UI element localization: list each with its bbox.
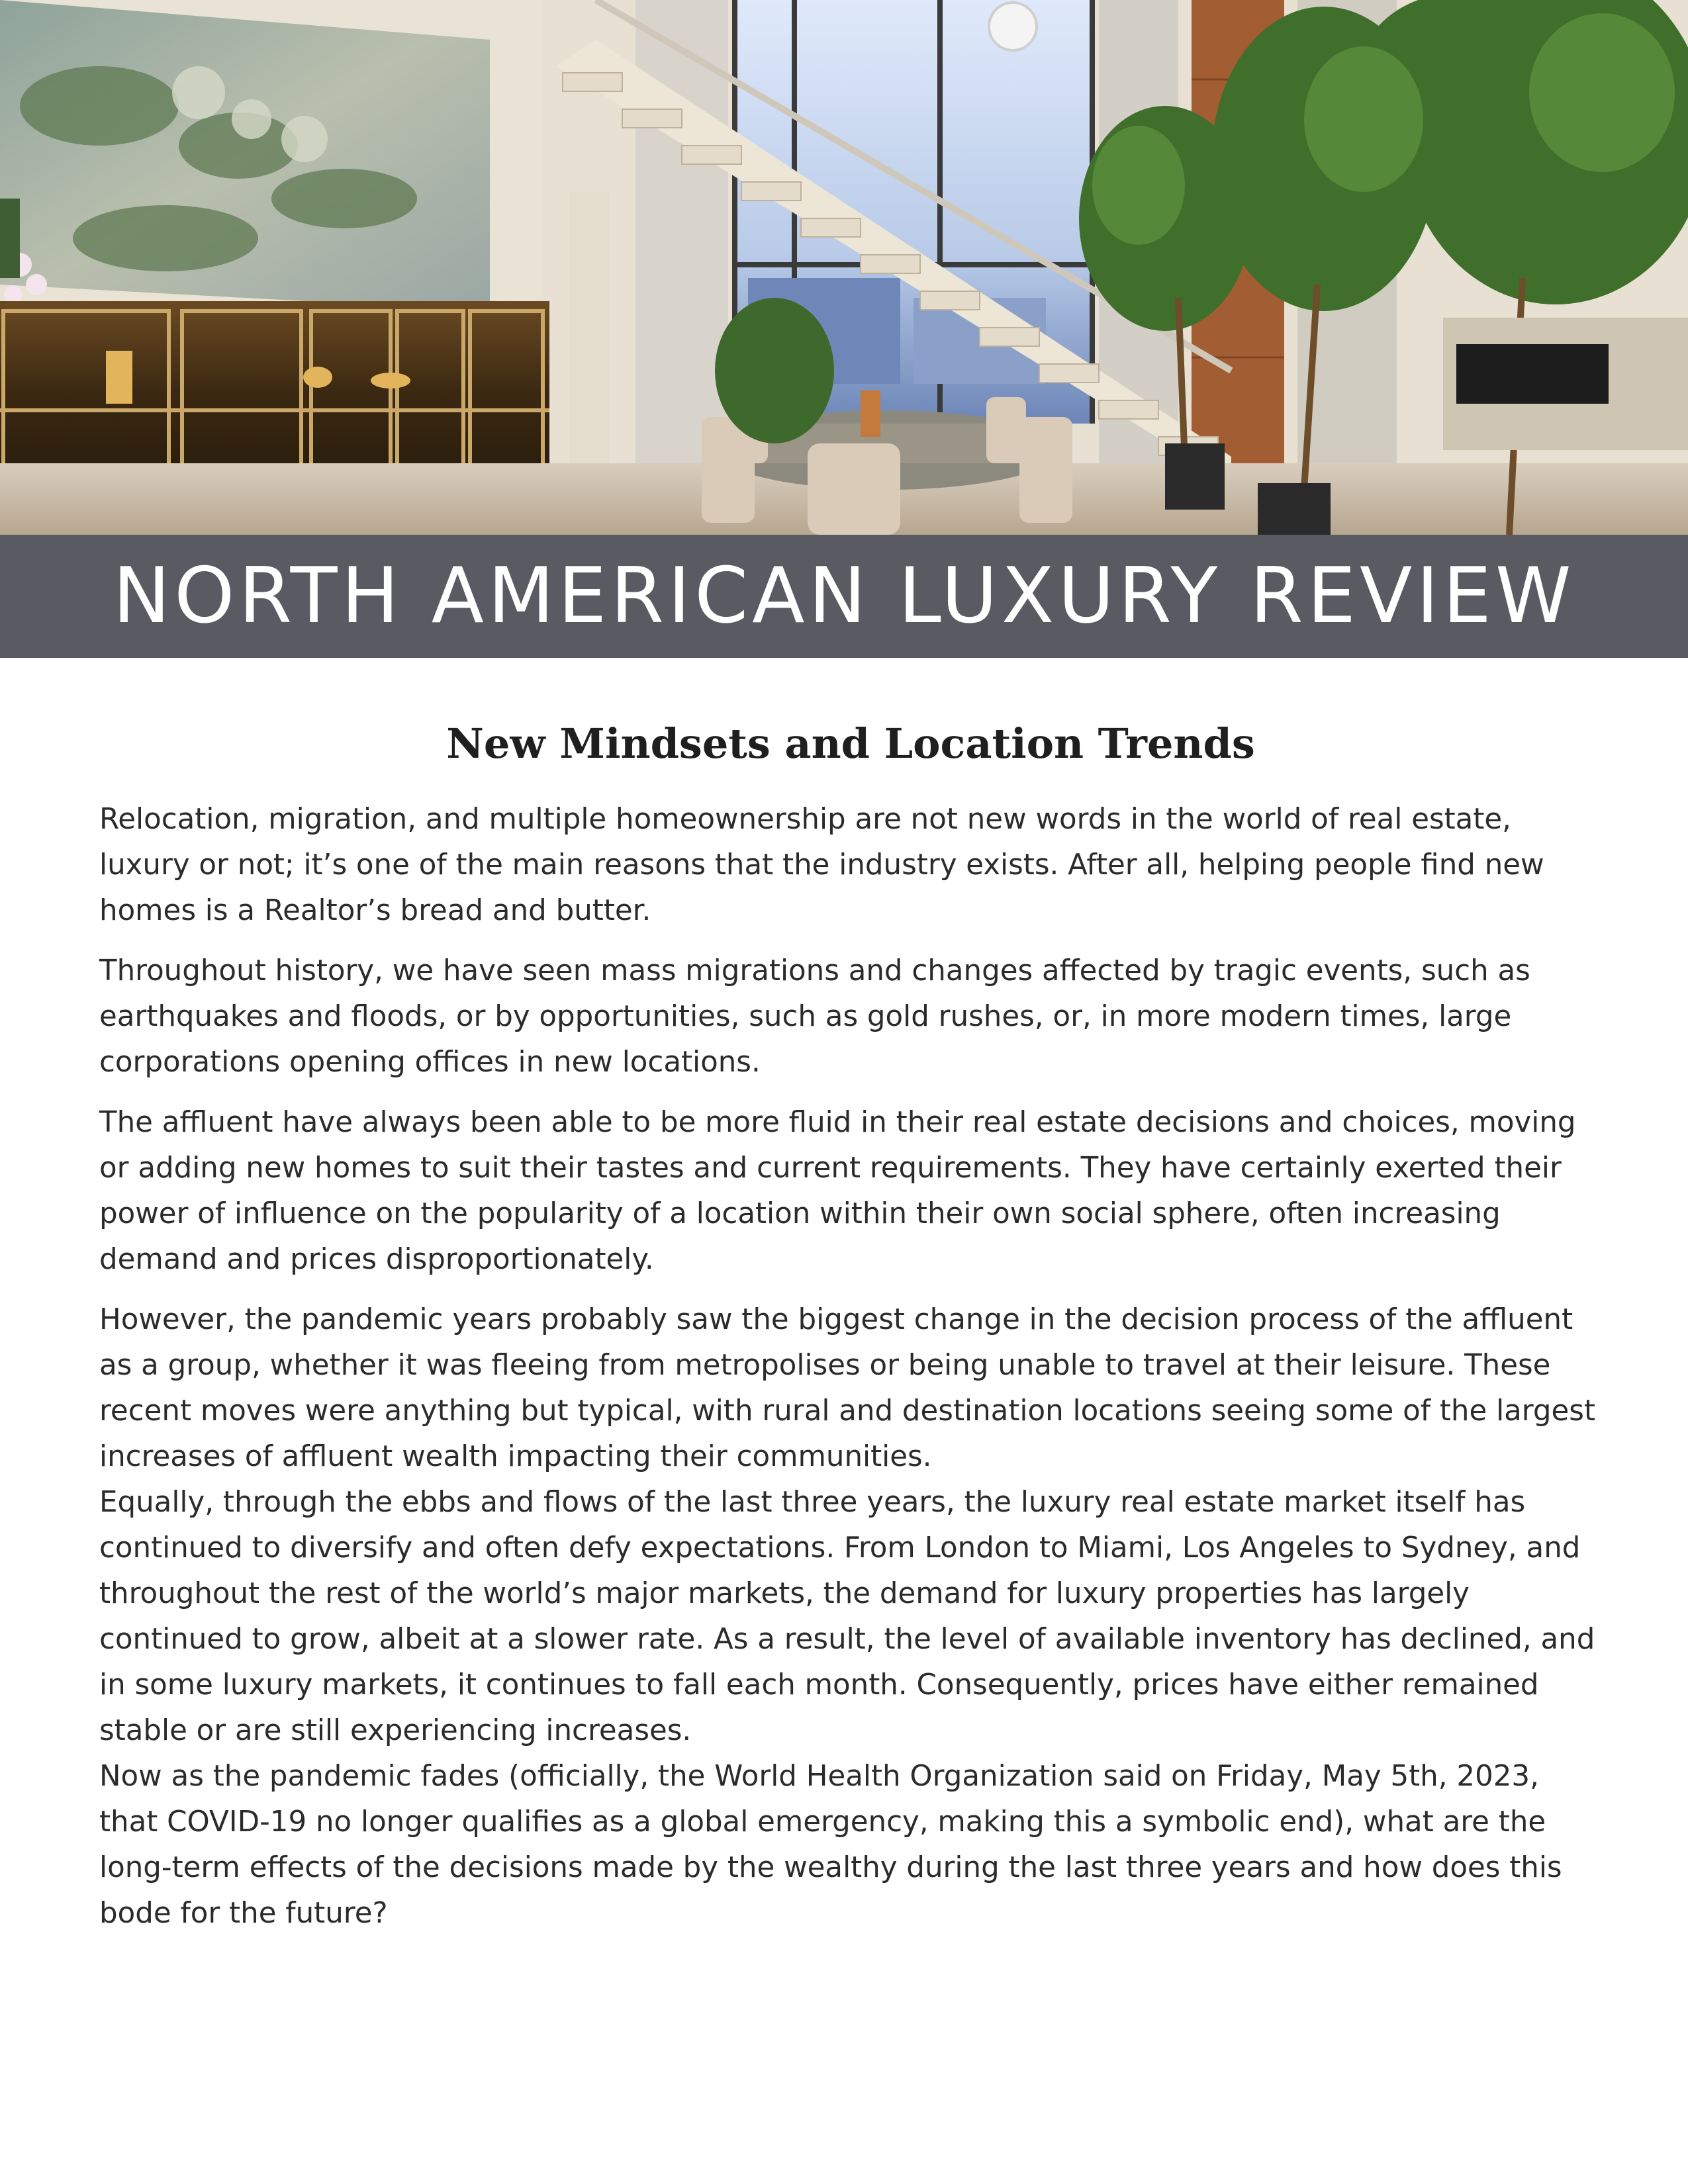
article-paragraph: Equally, through the ebbs and flows of the last three years, the luxury real estate market itself has continued to diversify and often defy expectations. From London to Miami, Los Angeles to Sydney, and throughout the rest of the world’s major markets, the demand for luxury properties has largely continued to grow, albeit at a slower rate. As a result, the level of available inventory has declined, and in some luxury markets, it continues to fall each month. Consequently, prices have either remained stable or are still experiencing increases.	[99, 1486, 1595, 1747]
article-heading: New Mindsets and Location Trends	[446, 719, 1255, 768]
luxury-interior-illustration	[0, 0, 1688, 535]
title-banner	[0, 535, 1688, 658]
hero-photo	[0, 0, 1688, 535]
article-paragraph: Throughout history, we have seen mass migrations and changes affected by tragic events, such as earthquakes and floods, or by opportunities, such as gold rushes, or, in more modern times, large corporations opening offices in new locations.	[99, 954, 1530, 1079]
article-paragraph: However, the pandemic years probably saw the biggest change in the decision process of the affluent as a group, whether it was fleeing from metropolises or being unable to travel at their leisure. These recent moves were anything but typical, with rural and destination locations seeing some of the largest increases of affluent wealth impacting their communities.	[99, 1303, 1596, 1473]
article-paragraph: Relocation, migration, and multiple homeownership are not new words in the world of real estate, luxury or not; it’s one of the main reasons that the industry exists. After all, helping people find new homes is a Realtor’s bread and butter.	[99, 803, 1544, 927]
publication-title: NORTH AMERICAN LUXURY REVIEW	[113, 551, 1575, 641]
article-body	[99, 713, 1602, 1936]
article-paragraph: Now as the pandemic fades (officially, the World Health Organization said on Friday, May 5th, 2023, that COVID-19 no longer qualifies as a global emergency, making this a symbolic end), what are the long-term effects of the decisions made by the wealthy during the last three years and how does this bode for the future?	[99, 1760, 1562, 1930]
article-paragraph: The affluent have always been able to be more fluid in their real estate decisions and choices, moving or adding new homes to suit their tastes and current requirements. They have certainly exerted their power of influence on the popularity of a location within their own social sphere, often increasing demand and prices disproportionately.	[99, 1106, 1576, 1276]
